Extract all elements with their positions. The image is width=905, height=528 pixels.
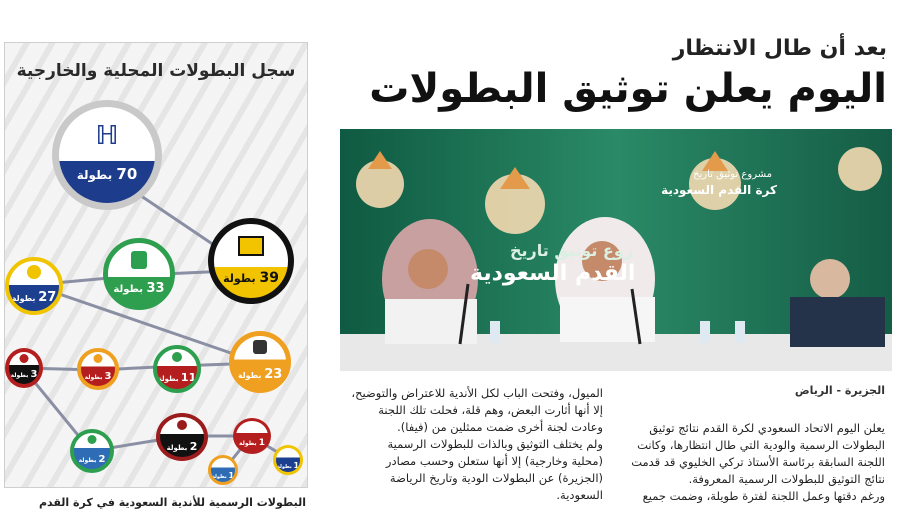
- club-faisaly-count: 2: [98, 454, 106, 465]
- raed-logo-icon: [20, 354, 29, 363]
- backdrop-line1: روع توثيق تاريخ: [510, 241, 633, 260]
- club-ettifaq-unit: بطولة: [157, 375, 179, 383]
- club-hilal: [52, 100, 162, 210]
- club-shabab-count: 23: [264, 367, 283, 382]
- club-ahli-unit: بطولة: [113, 284, 143, 295]
- club-ittihad-count: 39: [259, 270, 279, 286]
- infographic-caption: البطولات الرسمية للأندية السعودية في كرة القدم: [38, 496, 306, 509]
- banner-big-text: كرة القدم السعودية: [661, 183, 777, 197]
- ettifaq-logo-icon: [172, 352, 182, 362]
- infographic-panel: [4, 42, 308, 488]
- club-wehda-unit: بطولة: [238, 440, 257, 447]
- club-fateh-unit: بطولة: [211, 474, 227, 480]
- club-riyadh: [156, 413, 208, 461]
- club-taawoun-unit: بطولة: [276, 464, 292, 470]
- body-line: ولم يختلف التوثيق وبالذات للبطولات الرسمية: [387, 437, 603, 451]
- club-wehda: [233, 418, 271, 454]
- club-shabab-unit: بطولة: [237, 371, 262, 380]
- article-column-right: [615, 420, 885, 505]
- club-fateh-count: 1: [228, 471, 235, 480]
- club-hilal-count: 70: [116, 165, 138, 183]
- body-line: يعلن اليوم الاتحاد السعودي لكرة القدم نتائج توثيق: [649, 421, 885, 435]
- club-ittihad: [208, 218, 294, 304]
- hilal-logo-icon: ℍ: [95, 121, 119, 151]
- body-line: (محلية وخارجية) إلا أنها ستعلن وحسب مصادر: [385, 454, 603, 468]
- body-line: اللجنة السابقة برئاسة الأستاذ تركي الخليوي قد قدمت: [631, 455, 885, 469]
- faisaly-logo-icon: [88, 435, 97, 444]
- infographic-title: سجل البطولات المحلية والخارجية: [16, 61, 296, 81]
- club-taawoun: [273, 445, 303, 475]
- club-raed: [5, 348, 43, 388]
- club-faisaly: [70, 429, 114, 473]
- article-kicker: بعد أن طال الانتظار: [672, 36, 887, 61]
- qadsiah-logo-icon: [94, 354, 103, 363]
- riyadh-logo-icon: [177, 420, 187, 430]
- club-qadsiah-unit: بطولة: [84, 374, 103, 381]
- club-hilal-unit: بطولة: [76, 168, 113, 182]
- backdrop-line2: القدم السعودية: [470, 261, 636, 286]
- body-line: السعودية.: [556, 488, 603, 502]
- club-ahli-count: 33: [146, 281, 165, 296]
- banner-small-text: مشروع توثيق تاريخ: [693, 169, 772, 180]
- club-riyadh-count: 2: [189, 440, 198, 453]
- nassr-logo-icon: [27, 265, 41, 279]
- club-ettifaq: [153, 345, 201, 393]
- body-line: إلا أنها أثارت البعض، وهم قلة، فحلت تلك اللجنة: [378, 403, 603, 417]
- club-raed-count: 3: [30, 369, 38, 380]
- club-ettifaq-count: 11: [180, 371, 197, 384]
- article-column-left: [335, 385, 603, 504]
- body-line: (الجزيرة) عن البطولات الودية وتاريخ الرياضة: [389, 471, 603, 485]
- club-faisaly-unit: بطولة: [78, 457, 97, 464]
- shabab-logo-icon: [253, 340, 267, 354]
- club-riyadh-unit: بطولة: [166, 444, 188, 452]
- ahli-logo-icon: [131, 251, 147, 269]
- club-raed-unit: بطولة: [10, 372, 29, 379]
- press-conference-photo: [340, 129, 892, 371]
- ittihad-logo-icon: [238, 236, 264, 256]
- club-qadsiah: [77, 348, 119, 390]
- club-ahli: [103, 238, 175, 310]
- article-headline: اليوم يعلن توثيق البطولات: [369, 66, 887, 112]
- club-ittihad-unit: بطولة: [223, 272, 256, 285]
- body-line: الميول، وفتحت الباب لكل الأندية للاعتراض والتوضيح،: [351, 386, 603, 400]
- body-line: وعادت لجنة أخرى ضمت ممثلين من (فيفا).: [397, 420, 603, 434]
- club-qadsiah-count: 3: [104, 371, 112, 382]
- body-line: نتائج التوثيق للبطولات الرسمية المعروفة.: [688, 472, 885, 486]
- club-nassr-count: 27: [38, 290, 57, 305]
- club-wehda-count: 1: [258, 438, 266, 448]
- club-taawoun-count: 1: [293, 461, 300, 470]
- club-nassr-unit: بطولة: [11, 294, 36, 303]
- body-line: ورغم دقتها وعمل اللجنة لفترة طويلة، وضمت جميع: [642, 489, 885, 503]
- club-fateh: [208, 455, 238, 485]
- photo-credit: الجزيرة - الرياض: [794, 384, 885, 397]
- body-line: البطولات الرسمية والودية التي طال انتظارها، وكانت: [637, 438, 885, 452]
- club-nassr: [5, 257, 63, 315]
- club-shabab: [229, 331, 291, 393]
